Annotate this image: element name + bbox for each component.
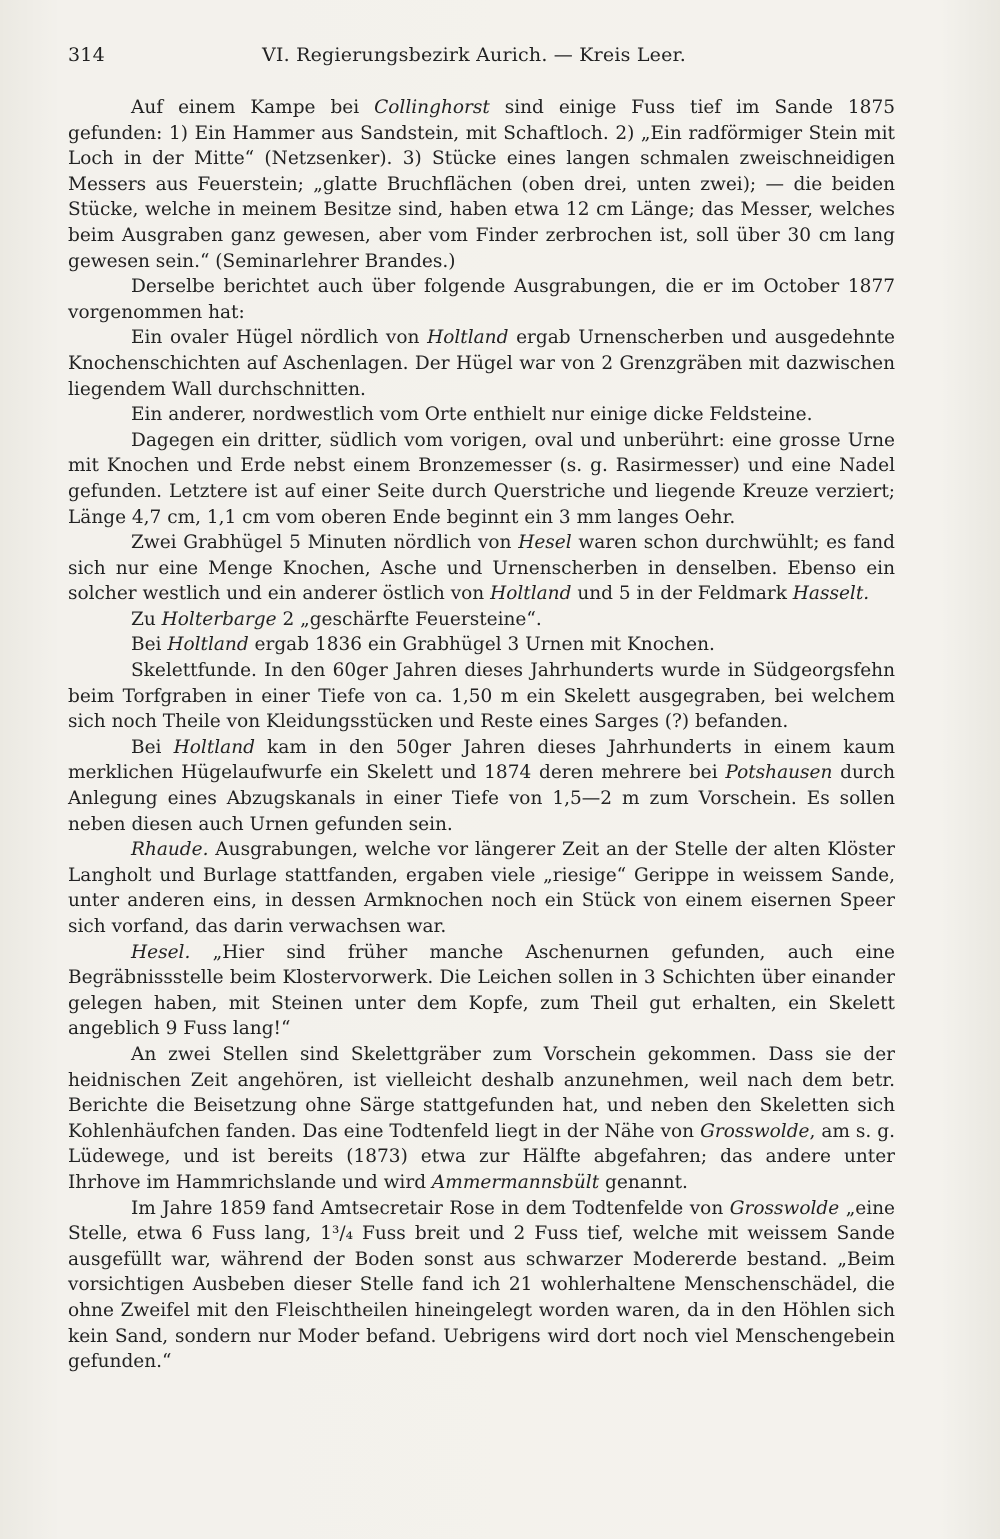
text-run: An zwei Stellen sind Skelettgräber zum Vorschein gekommen. Dass sie der heidnischen Zeit angehören, ist vielleicht deshalb anzunehmen, weil nach dem betr. Berichte die Beisetzung ohne Särge stattgefunden hat, und neben den Skeletten sich Kohlenhäufchen fanden. Das eine Todtenfeld liegt in der Nähe von [68, 1043, 895, 1142]
paragraph [68, 658, 895, 735]
italic-place-name: Grosswolde [729, 1197, 840, 1219]
text-run: Skelettfunde. In den 60ger Jahren dieses Jahrhunderts wurde in Südgeorgsfehn beim Torfgraben in einer Tiefe von ca. 1,50 m ein Skelett ausgegraben, bei welchem sich noch Theile von Kleidungsstücken und Reste eines Sarges (?) befanden. [68, 660, 895, 733]
italic-place-name: Collinghorst [374, 97, 490, 118]
text-run: Dagegen ein dritter, südlich vom vorigen, oval und unberührt: eine grosse Urne mit Knochen und Erde nebst einem Bronzemesser (s. g. Rasirmesser) und eine Nadel gefunden. Letztere ist auf einer Seite durch Querstriche und liegende Kreuze verziert; Länge 4,7 cm, 1,1 cm vom oberen Ende beginnt ein 3 mm langes Oehr. [68, 429, 895, 528]
italic-place-name: Hesel [518, 532, 572, 554]
text-run: waren schon durchwühlt; es fand sich nur eine Menge Knochen, Asche und Urnenscherben in denselben. Ebenso ein solcher westlich und ein anderer östlich von [68, 532, 896, 605]
page-header [0, 44, 1000, 74]
text-run: „eine Stelle, etwa 6 Fuss lang, 1³/₄ Fuss breit und 2 Fuss tief, welche mit weissem Sande ausgefüllt war, während der Boden sonst aus schwarzer Modererde bestand. „Beim vorsichtigen Ausbeben dieser Stelle fand ich 21 wohlerhaltene Menschenschädel, die ohne Zweifel mit den Fleischtheilen hineingelegt worden waren, da in den Höhlen sich kein Sand, sondern nur Moder befand. Uebrigens wird dort noch viel Menschengebein gefunden.“ [68, 1197, 895, 1373]
text-run: Zu [131, 608, 162, 630]
paragraph [68, 607, 895, 633]
paragraph [68, 940, 895, 1042]
paragraph [68, 632, 895, 658]
text-run: , am s. g. Lüdewege, und ist bereits (1873) etwa zur Hälfte abgefahren; das andere unter Ihrhove im Hammrichslande und wird [68, 1120, 895, 1193]
page-number: 314 [68, 44, 105, 66]
text-run: ergab 1836 ein Grabhügel 3 Urnen mit Knochen. [248, 634, 715, 656]
text-run: Ausgrabungen, welche vor längerer Zeit an der Stelle der alten Klöster Langholt und Burlage stattfanden, ergaben viele „riesige“ Gerippe in weissem Sande, unter anderen eins, in dessen Armknochen noch ein Stück von einem eisernen Speer sich vorfand, das darin verwachsen war. [68, 839, 895, 937]
italic-place-name: Ammermannsbült [431, 1171, 600, 1193]
italic-place-name: Potshausen [725, 762, 833, 784]
text-run: 2 „geschärfte Feuersteine“. [276, 608, 542, 630]
paragraph [68, 95, 895, 274]
text-body [68, 95, 895, 1375]
paragraph [68, 735, 895, 837]
paragraph [68, 1196, 895, 1375]
paragraph [68, 325, 895, 402]
paragraph [68, 1042, 895, 1196]
text-run: Zwei Grabhügel 5 Minuten nördlich von [131, 532, 519, 554]
paragraph [68, 402, 895, 428]
text-run: durch Anlegung eines Abzugskanals in einer Tiefe von 1,5—2 m zum Vorschein. Es sollen neben diesen auch Urnen gefunden sein. [68, 762, 896, 835]
text-run: „Hier sind früher manche Aschenurnen gefunden, auch eine Begräbnissstelle beim Klostervorwerk. Die Leichen sollen in 3 Schichten über einander gelegen haben, mit Steinen unter dem Kopfe, zum Theil gut erhalten, ein Skelett angeblich 9 Fuss lang!“ [68, 941, 895, 1040]
text-run: und 5 in der Feldmark [571, 583, 793, 605]
italic-place-name: Holterbarge [161, 608, 277, 630]
paragraph [68, 530, 895, 607]
text-run: Bei [131, 736, 174, 758]
text-run: sind einige Fuss tief im Sande 1875 gefunden: 1) Ein Hammer aus Sandstein, mit Schaftloch. 2) „Ein radförmiger Stein mit Loch in der Mitte“ (Netzsenker). 3) Stücke eines langen schmalen zweischneidigen Messers aus Feuerstein; „glatte Bruchflächen (oben drei, unten zwei); — die beiden Stücke, welche in meinem Besitze sind, haben etwa 12 cm Länge; das Messer, welches beim Ausgraben ganz gewesen, aber vom Finder zerbrochen ist, soll über 30 cm lang gewesen sein.“ (Seminarlehrer Brandes.) [68, 97, 895, 272]
running-title: VI. Regierungsbezirk Aurich. — Kreis Leer. [262, 44, 686, 66]
text-run: Derselbe berichtet auch über folgende Ausgrabungen, die er im October 1877 vorgenommen hat: [68, 276, 895, 323]
text-run: kam in den 50ger Jahren dieses Jahrhunderts in einem kaum merklichen Hügelaufwurfe ein Skelett und 1874 deren mehrere bei [68, 736, 896, 784]
text-run: genannt. [599, 1171, 688, 1193]
text-run: Bei [131, 634, 168, 656]
italic-place-name: Hesel. [131, 941, 191, 963]
italic-place-name: Grosswolde [700, 1120, 810, 1142]
paragraph [68, 837, 895, 939]
italic-place-name: Holtland [173, 736, 255, 758]
paragraph [68, 428, 895, 530]
italic-place-name: Hasselt. [792, 583, 870, 605]
italic-place-name: Holtland [167, 634, 249, 656]
text-run: Ein ovaler Hügel nördlich von [131, 327, 428, 349]
paragraph [68, 274, 895, 325]
text-run: Auf einem Kampe bei [131, 97, 375, 118]
italic-place-name: Holtland [427, 327, 509, 349]
italic-place-name: Rhaude. [131, 839, 209, 861]
text-run: Ein anderer, nordwestlich vom Orte enthielt nur einige dicke Feldsteine. [131, 404, 813, 426]
text-run: ergab Urnenscherben und ausgedehnte Knochenschichten auf Aschenlagen. Der Hügel war von 2 Grenzgräben mit dazwischen liegendem Wall durchschnitten. [68, 327, 895, 400]
text-run: Im Jahre 1859 fand Amtsecretair Rose in dem Todtenfelde von [131, 1197, 730, 1219]
italic-place-name: Holtland [490, 583, 572, 605]
